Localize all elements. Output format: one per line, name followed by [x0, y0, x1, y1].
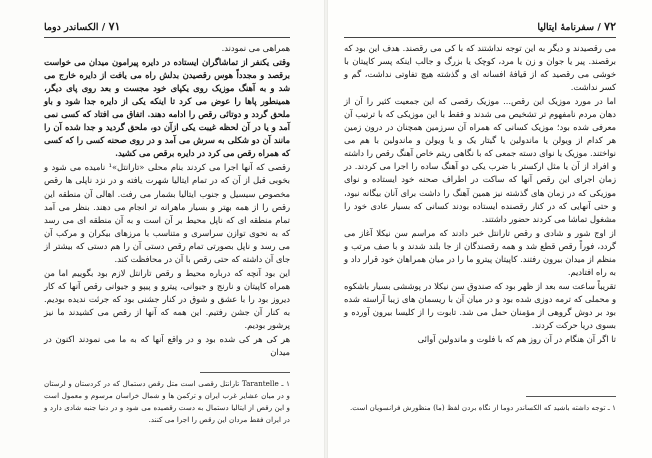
paragraph: می رقصیدند و دیگر به این توجه نداشتند که با کی می رقصند. هدف این بود که برقصند. پیر یا جوان و زن یا مرد، کوچک یا بزرگ و جالب اینکه پسر کاپیتان با خوشی می رقصید که از قیافهٔ افسانه ای و گذشته هیچ تفاوتی نداشت، گم و کسر نداشت.	[344, 43, 616, 93]
page-number: ۷۱	[108, 20, 121, 33]
header-separator: /	[98, 22, 109, 33]
paragraph: این بود آنچه که درباره محیط و رقص تارانتل لازم بود بگوییم اما من همراه کاپیتان و نارنج و جیوانی، پیترو و پیپو و جیوانی رقص آنها که کار دیروز بود را با عشق و شوق در کنار جشنی بود که جرئت ندیده بودیم. به کنار آن جشن رفتیم. این همه که آنها از رقص می کشیدند ما نیز پرشور بودیم.	[44, 267, 290, 330]
paragraph: هر کی هر کی شده بود و در واقع آنها که به ما می نمودند اکنون در میدان	[44, 334, 290, 358]
right-page-body	[344, 42, 616, 346]
paragraph: رقصی که آنها اجرا می کردند بنام محلی «تارانتل»¹ نامیده می شود و بخوبی قبل از آن که در تمام ایتالیا شهرت یافته و در نزد ناپلی ها رقص مخصوص سیسیل و جنوب ایتالیا بشمار می رفت. اهالی آن منطقه این رقص را از همه بهتر و بسیار ماهرانه تر انجام می دهند. بنظر می آمد تمام منطقه ای که ناپل محیط بر آن است و به آن منطقه ای می رسد که به نحوی توازن سراسری و متناسب با مرزهای بیکران و مرکب آن می رسد و ناپل بصورتی تمام رقص دستی آن را هم دستی که بیشتر از جای آن داشته که حتی رقص با آن در محافظت کند.	[44, 162, 290, 264]
paragraph: تا اگر آن هنگام در آن روز هم که با فلوت و ماندولین آوائی	[417, 334, 616, 345]
header-separator: /	[594, 22, 605, 33]
book-gutter	[324, 0, 328, 458]
paragraph: از اوج شور و شادی و رقص تارانتل خبر دادند که مراسم سن نیکلا آغاز می گردد، فوراً رقص قطع شد و همه رقصندگان از جا بلند شدند و با صف مرتب و منظم از میدان بیرون رفتند. کاپیتان پیترو ما را در میان همراهان خود قرار داد و به راه افتادیم.	[344, 227, 616, 277]
paragraph: وقتی یکنفر از تماشاگران ایستاده در دایره پیرامون میدان می خواست برقصد و مجدداً هوس رقصیدن بدلش راه می یافت از دایره خارج می شد و به آهنگ موزیک روی یکپای خود مجست و بعد روی پای دیگر، همینطور پاها را عوض می کرد تا اینکه یکی از دایره جدا شود و باو ملحق گردد و دوتائی رقص را ادامه دهند. اتفاق می افتاد که کسی نمی آمد و یا در آن لحظه غیبت یکی ازآن دو، ملحق گردید و جدا شده آن را مانند آن دو شکلی به سرش می آمد و در روی صحنه کسی را که کسی که همراه رقص می کرد در دایره برقص می کشید.	[44, 57, 290, 159]
running-title: الکساندر دوما	[44, 22, 99, 33]
paragraph: همراهی می نمودند.	[221, 43, 290, 53]
footnote: ۱ ـ Tarantelle تارانتل رقصی است متل رقص دستمال که در کردستان و لرستان و در میان عشایر غرب ایران و ترکمن ها و شمال خراسان مرسوم و معمول است و این رقص از ایتالیا دستمال به دست رقصیده می شود و در دنیا جنبه شادی دارد و در ایران فقط مردان این رقص را اجرا می کنند.	[44, 379, 290, 424]
footnote-rule	[526, 396, 616, 397]
left-page-body	[44, 42, 290, 359]
header-rule	[344, 37, 616, 38]
right-page	[326, 0, 652, 458]
header-rule	[44, 37, 290, 38]
footnote: ۱ ـ توجه داشته باشید که الکساندر دوما از نگاه بردن لفظ (ما) منظورش فرانسویان است.	[349, 403, 616, 412]
running-title: سفرنامهٔ ایتالیا	[537, 22, 595, 33]
left-page-header	[44, 20, 290, 36]
page-number: ۷۲	[604, 20, 616, 33]
footnote-rule	[200, 372, 290, 373]
right-page-header	[344, 20, 616, 36]
paragraph: اما در مورد موزیک این رقص... موزیک رقصی که این جمعیت کثیر را آن از دهان مردم نامفهوم تر تشخیص می شدند و فقط با این موزیکی که با ترتیب آن معرفی شده بود؛ موزیک کسانی که همراه آن سرزمین همچنان در درون زمین هر کدام از ویولن یا ماندولین یا گیتار یک و یا ویولن و ماندولین با هم می نواختند. موزیک یا نوای دسته جمعی که با نگاهی ریتم خاص آهنگ رقص را داشته و افراد از آن یا مثل ارکستر با ضرب یکی دو آهنگ ساده را اجرا می کردند. در زمان اجرای این رقص آنها که ساکت در اطراف صحنه خود ایستاده و نوای موزیکی که در زمان های گذشته نیز همین آهنگ را داشت برای آنان بیگانه نبود، و حتی آنهایی که در کنار رقصنده ایستاده بودند کسانی که بسیار عادی خود را مشغول تماشا می کردند حضور داشتند.	[344, 96, 616, 224]
paragraph: تقریباً ساعت سه بعد از ظهر بود که صندوق سن نیکلا در پوششی بسیار باشکوه و محملی که ترمه دوزی شده بود و در میان آن با ریسمان های زیبا آراسته شده بود بر دوش گروهی از مؤمنان حمل می شد. تابوت را از کلیسا بیرون آورده و بسوی دریا حرکت کردند.	[344, 280, 616, 330]
